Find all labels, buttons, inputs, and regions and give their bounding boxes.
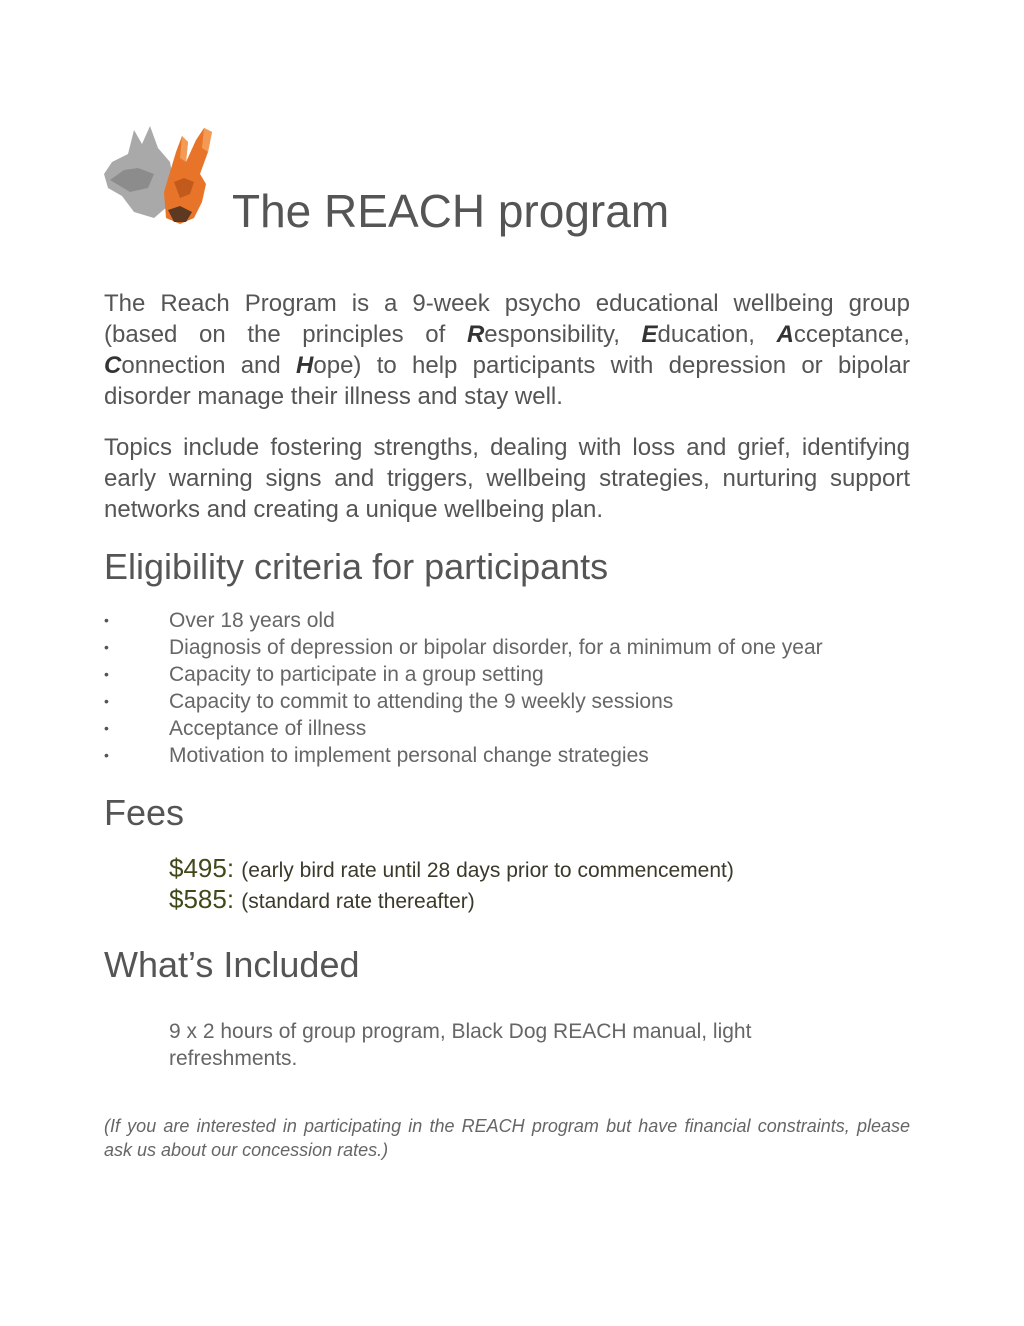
fee-amount: $495: [169, 853, 227, 883]
bullet-icon: •: [104, 747, 109, 763]
bullet-icon: •: [104, 693, 109, 709]
fee-note: (standard rate thereafter): [241, 890, 475, 913]
bullet-icon: •: [104, 612, 109, 628]
acronym-letter-a: A: [776, 321, 794, 348]
list-item: • Acceptance of illness: [104, 717, 367, 740]
fee-item-early-bird: $495: (early bird rate until 28 days prior to commencement): [169, 853, 734, 883]
fee-note: (early bird rate until 28 days prior to commencement): [241, 859, 734, 882]
bullet-icon: •: [104, 639, 109, 655]
concession-note: (If you are interested in participating in the REACH program but have financial constraints, please ask us about our concession rates.): [104, 1116, 910, 1160]
intro-text: ducation,: [657, 321, 777, 348]
list-item: • Capacity to participate in a group setting: [104, 663, 544, 686]
acronym-letter-c: C: [104, 352, 122, 379]
list-item: • Capacity to commit to attending the 9 weekly sessions: [104, 690, 674, 713]
bullet-icon: •: [104, 720, 109, 736]
included-heading: What’s Included: [104, 944, 360, 985]
intro-text: onnection and: [121, 352, 297, 379]
intro-text: esponsibility,: [484, 321, 642, 348]
acronym-letter-h: H: [296, 352, 314, 379]
acronym-letter-r: R: [466, 321, 485, 348]
intro-text: cceptance,: [793, 321, 910, 348]
intro-text: ope) to help participants with depression or bipolar disorder manage their illness and stay well.: [104, 352, 911, 410]
intro-section: [104, 288, 910, 545]
intro-paragraph: [104, 288, 910, 412]
fee-item-standard: $585: (standard rate thereafter): [169, 884, 475, 914]
eligibility-heading: Eligibility criteria for participants: [104, 546, 609, 587]
fee-amount: $585: [169, 884, 227, 914]
hand-shadow-dog-logo: [104, 122, 220, 226]
page-title: The REACH program: [232, 185, 670, 237]
topics-paragraph: Topics include fostering strengths, dealing with loss and grief, identifying early warning signs and triggers, wellbeing strategies, nurturing support networks and creating a unique wellbeing plan.: [104, 434, 910, 523]
intro-text: The Reach Program is a 9-week psycho educational wellbeing group (based on the principles of: [104, 290, 910, 348]
list-item: • Over 18 years old: [104, 609, 335, 632]
list-item: • Motivation to implement personal change strategies: [104, 744, 649, 767]
fees-heading: Fees: [104, 792, 185, 833]
document-header: [104, 120, 910, 250]
eligibility-list: [104, 607, 910, 769]
list-item: • Diagnosis of depression or bipolar disorder, for a minimum of one year: [104, 636, 823, 659]
included-text: 9 x 2 hours of group program, Black Dog REACH manual, light refreshments.: [169, 1020, 752, 1070]
fees-list: [169, 853, 909, 915]
bullet-icon: •: [104, 666, 109, 682]
acronym-letter-e: E: [641, 321, 658, 348]
